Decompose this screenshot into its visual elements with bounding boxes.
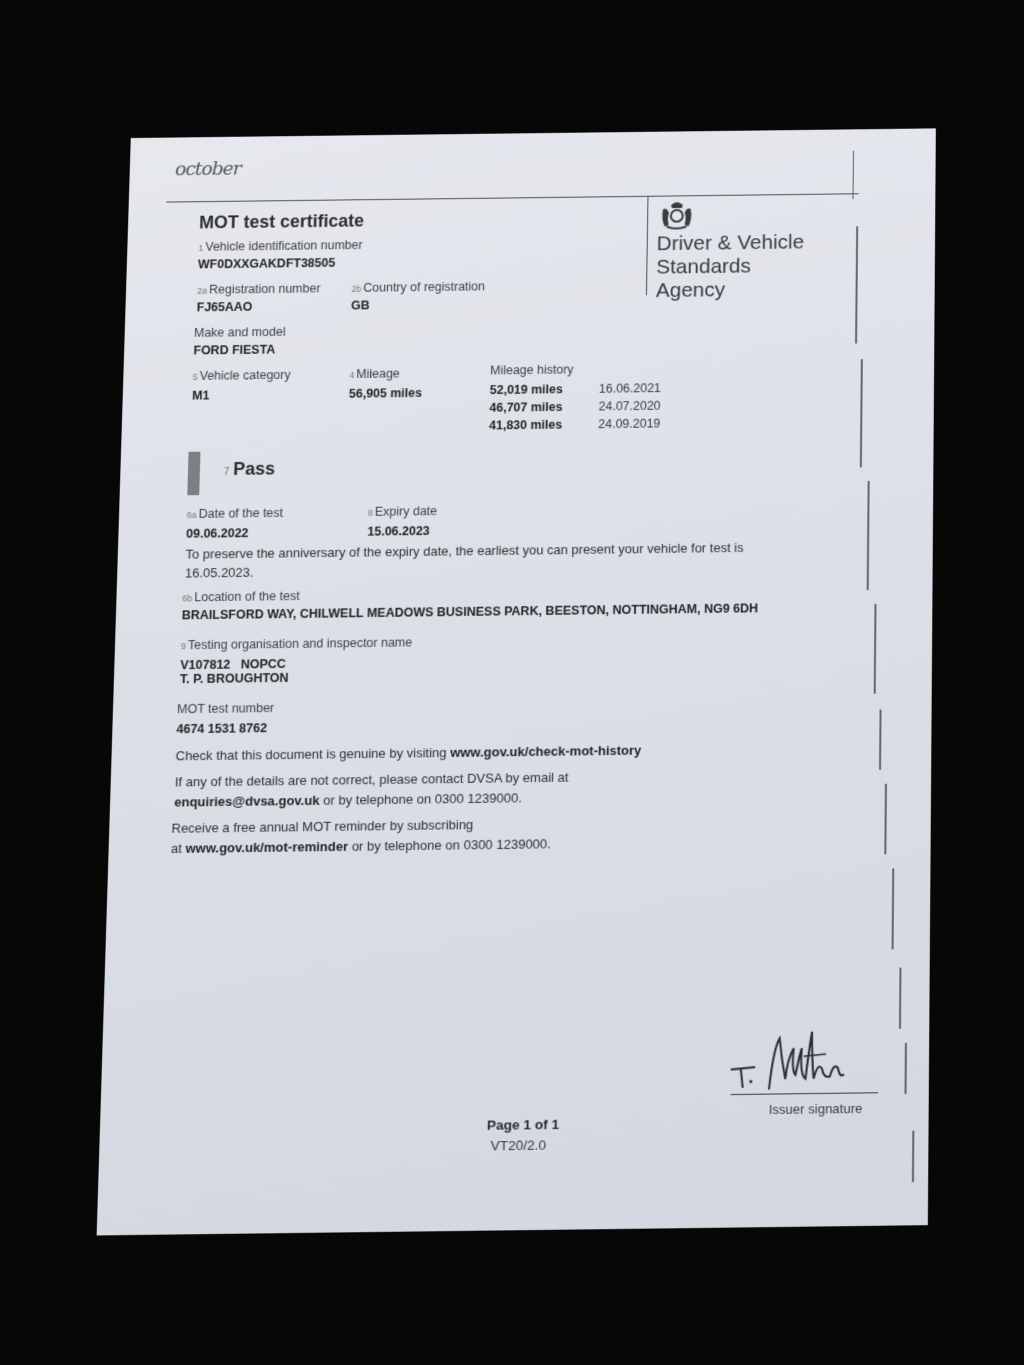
testing-org-id: V107812 NOPCC: [180, 656, 287, 673]
margin-line: [884, 784, 886, 855]
margin-line: [879, 710, 881, 770]
royal-crest-icon: [657, 199, 697, 231]
make-model-label: Make and model: [193, 324, 286, 340]
margin-line: [860, 359, 863, 467]
check-genuine-text: Check that this document is genuine by visiting www.gov.uk/check-mot-history: [175, 742, 642, 764]
mot-reminder-link[interactable]: www.gov.uk/mot-reminder: [185, 838, 349, 856]
header-divider: [166, 193, 858, 202]
mileage-history-row: 41,830 miles 24.09.2019: [488, 416, 661, 433]
location-value: BRAILSFORD WAY, CHILWELL MEADOWS BUSINESS PARK, BEESTON, NOTTINGHAM, NG9 6DH: [181, 601, 759, 623]
anniversary-note: To preserve the anniversary of the expiry date, the earliest you can present your vehicle for test is 16.05.2023.: [184, 539, 744, 581]
signature-label: Issuer signature: [768, 1100, 863, 1118]
test-number-value: 4674 1531 8762: [176, 721, 268, 737]
check-mot-history-link[interactable]: www.gov.uk/check-mot-history: [450, 742, 642, 760]
issuer-signature-icon: [728, 1017, 860, 1096]
vin-value: WF0DXXGAKDFT38505: [197, 255, 336, 272]
frame-line: [853, 151, 854, 200]
mileage-history-row: 46,707 miles 24.07.2020: [489, 398, 661, 415]
page-number: Page 1 of 1: [486, 1116, 560, 1133]
dvsa-email-link[interactable]: enquiries@dvsa.gov.uk: [174, 792, 320, 810]
registration-label: 2a Registration number: [197, 281, 321, 297]
mileage-label: 4 Mileage: [349, 366, 400, 381]
result-bar: [187, 452, 200, 496]
vin-label: 1 Vehicle identification number: [198, 238, 363, 254]
mileage-history-table: [489, 379, 661, 434]
margin-line: [855, 226, 858, 343]
testing-org-label: 9 Testing organisation and inspector name: [180, 635, 413, 653]
category-value: M1: [191, 388, 210, 403]
margin-line: [905, 1043, 907, 1094]
mileage-value: 56,905 miles: [348, 386, 423, 401]
mot-certificate-paper: [97, 128, 936, 1235]
contact-text: If any of the details are not correct, please contact DVSA by email at enquiries@dvsa.gov.uk or by telephone on 0300 1239000.: [174, 769, 569, 810]
location-label: 6b Location of the test: [182, 589, 300, 605]
margin-line: [867, 481, 869, 590]
form-version: VT20/2.0: [490, 1137, 547, 1154]
expiry-date-value: 15.06.2023: [367, 523, 430, 539]
certificate-title: MOT test certificate: [198, 210, 365, 233]
margin-line: [874, 604, 876, 694]
margin-line: [899, 968, 901, 1029]
test-number-label: MOT test number: [176, 701, 275, 717]
test-date-label: 6a Date of the test: [186, 505, 284, 521]
reminder-text: Receive a free annual MOT reminder by subscribing at www.gov.uk/mot-reminder or by telephone on 0300 1239000.: [170, 817, 551, 857]
margin-line: [892, 868, 894, 949]
country-label: 2b Country of registration: [351, 279, 486, 295]
mileage-history-label: Mileage history: [490, 362, 574, 378]
category-label: 5 Vehicle category: [192, 367, 291, 383]
handwritten-note: october: [174, 158, 242, 181]
inspector-name: T. P. BROUGHTON: [179, 670, 289, 687]
test-date-value: 09.06.2022: [185, 526, 249, 541]
expiry-date-label: 8 Expiry date: [367, 504, 438, 519]
make-model-value: FORD FIESTA: [193, 342, 276, 358]
agency-name: Driver & Vehicle Standards Agency: [655, 230, 805, 302]
mileage-history-row: 52,019 miles 16.06.2021: [489, 381, 661, 398]
logo-divider: [646, 196, 649, 295]
registration-value: FJ65AAO: [196, 299, 253, 315]
test-result: 7 Pass: [223, 458, 276, 479]
margin-line: [912, 1131, 914, 1182]
country-value: GB: [350, 298, 370, 313]
